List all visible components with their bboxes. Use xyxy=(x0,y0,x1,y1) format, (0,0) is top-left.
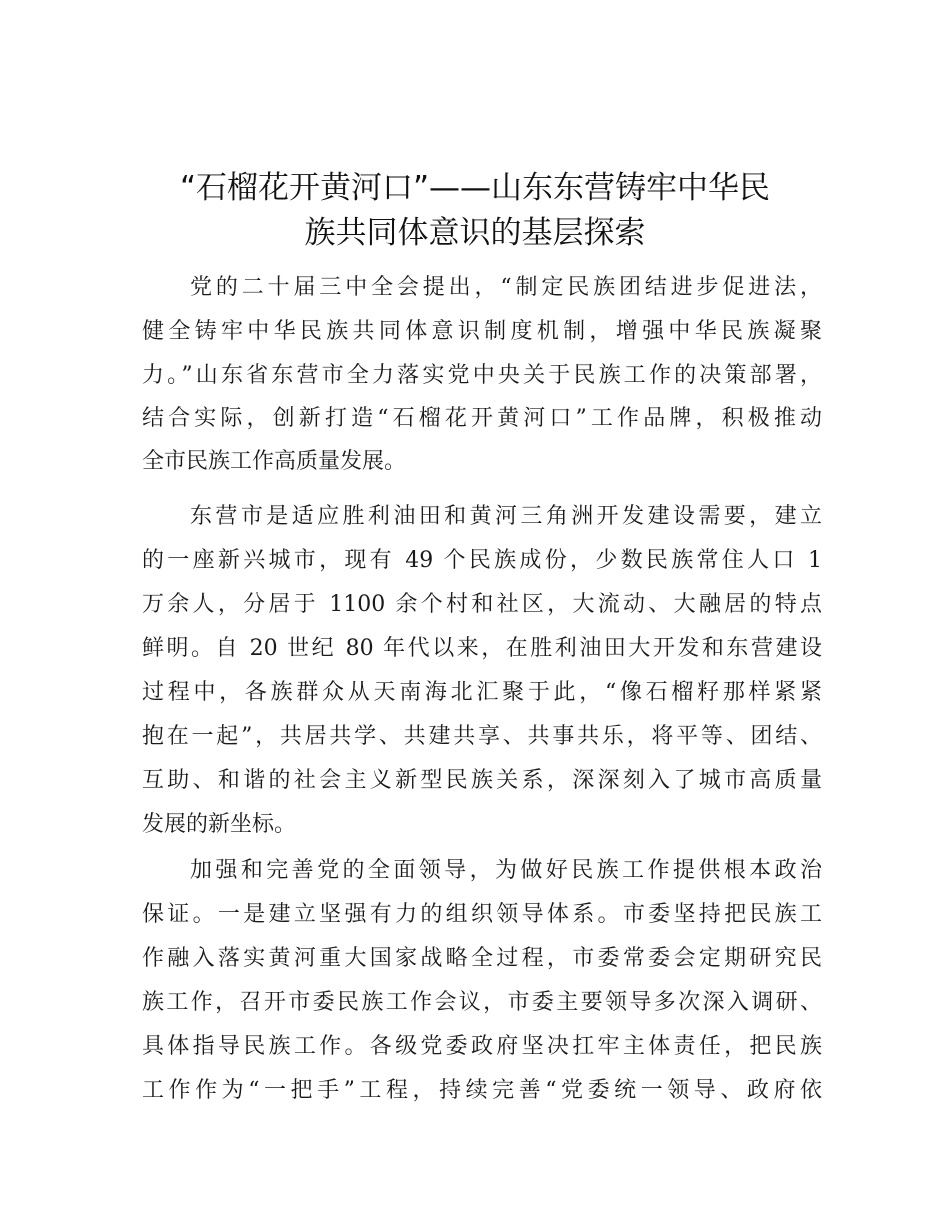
paragraph-3-line-6: 工作作为“一把手”工程，持续完善“党委统一领导、政府依 xyxy=(142,1078,822,1103)
paragraph-2-line-2: 的一座新兴城市，现有 49 个民族成份，少数民族常住人口 1 xyxy=(142,548,822,573)
paragraph-1-line-2: 健全铸牢中华民族共同体意识制度机制，增强中华民族凝聚 xyxy=(142,319,822,344)
paragraph-1-line-5: 全市民族工作高质量发展。 xyxy=(142,449,407,474)
paragraph-3-line-5: 具体指导民族工作。各级党委政府坚决扛牢主体责任，把民族 xyxy=(142,1034,822,1059)
document-title-line-1: “石榴花开黄河口”——山东东营铸牢中华民 xyxy=(179,170,771,206)
paragraph-2-line-6: 抱在一起”，共居共学、共建共享、共事共乐，将平等、团结、 xyxy=(142,724,822,749)
paragraph-1-line-3: 力。”山东省东营市全力落实党中央关于民族工作的决策部署， xyxy=(142,363,822,388)
paragraph-3-line-2: 保证。一是建立坚强有力的组织领导体系。市委坚持把民族工 xyxy=(142,902,822,927)
paragraph-2-line-4: 鲜明。自 20 世纪 80 年代以来，在胜利油田大开发和东营建设 xyxy=(142,636,822,661)
paragraph-1-line-1: 党的二十届三中全会提出，“制定民族团结进步促进法， xyxy=(190,275,822,300)
paragraph-1-line-4: 结合实际，创新打造“石榴花开黄河口”工作品牌，积极推动 xyxy=(142,406,822,431)
paragraph-2-line-1: 东营市是适应胜利油田和黄河三角洲开发建设需要，建立 xyxy=(190,504,822,529)
paragraph-3-line-1: 加强和完善党的全面领导，为做好民族工作提供根本政治 xyxy=(190,858,822,883)
paragraph-2-line-8: 发展的新坐标。 xyxy=(142,812,297,837)
document-title-line-2: 族共同体意识的基层探索 xyxy=(304,215,646,251)
paragraph-3-line-4: 族工作，召开市委民族工作会议，市委主要领导多次深入调研、 xyxy=(142,990,822,1015)
paragraph-2-line-3: 万余人，分居于 1100 余个村和社区，大流动、大融居的特点 xyxy=(142,592,822,617)
paragraph-3-line-3: 作融入落实黄河重大国家战略全过程，市委常委会定期研究民 xyxy=(142,946,822,971)
paragraph-2-line-7: 互助、和谐的社会主义新型民族关系，深深刻入了城市高质量 xyxy=(142,768,822,793)
paragraph-2-line-5: 过程中，各族群众从天南海北汇聚于此，“像石榴籽那样紧紧 xyxy=(142,680,822,705)
